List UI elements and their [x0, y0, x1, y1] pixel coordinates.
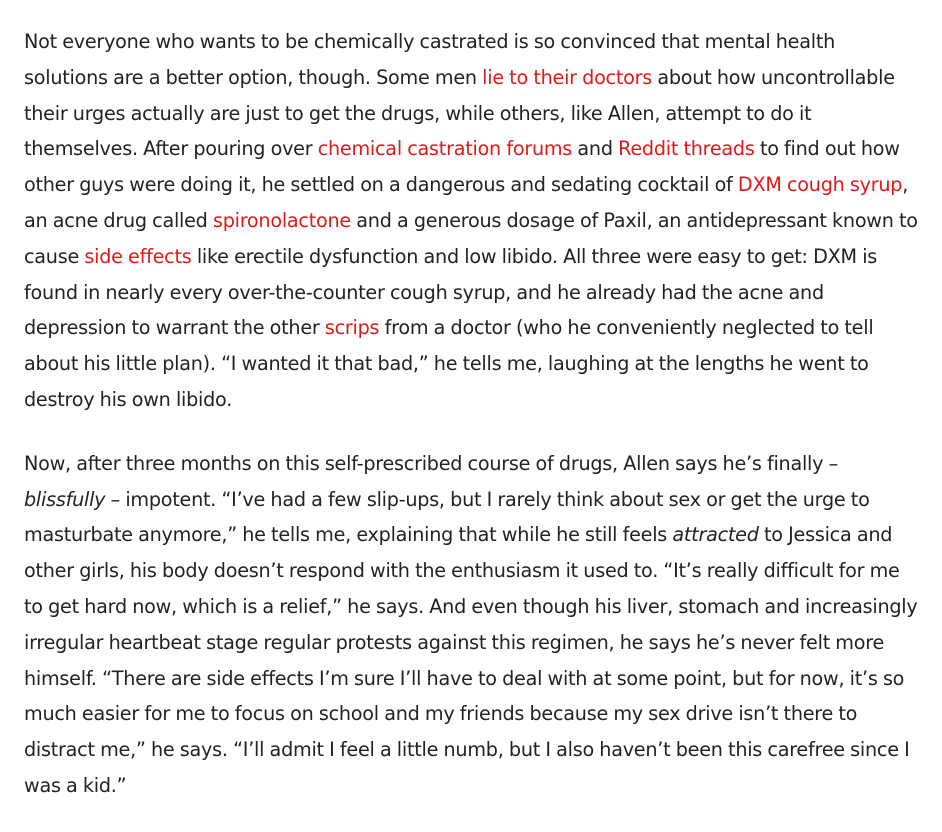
link-dxm-cough-syrup[interactable]: DXM cough syrup — [737, 173, 903, 197]
paragraph-2 — [24, 446, 920, 804]
paragraph-1 — [24, 24, 920, 418]
link-lie-to-their-doctors[interactable]: lie to their doctors — [482, 65, 653, 89]
text-run: Now, after three months on this self-prescribed course of drugs, Allen says he’s finally – — [24, 451, 838, 475]
text-run: to Jessica and other girls, his body doesn’t respond with the enthusiasm it used to. “It’s really difficult for me to get hard now, which is a relief,” he says. And even though his liver, stomach and increasingly irregular heartbeat stage regular protests against this regimen, he says he’s never felt more himself. “There are side effects I’m sure I’ll have to deal with at some point, but for now, it’s so much easier for me to focus on school and my friends because my sex drive isn’t there to distract me,” he says. “I’ll admit I feel a little numb, but I also haven’t been this carefree since I was a kid.” — [24, 523, 918, 797]
emphasis-blissfully: blissfully — [24, 487, 106, 511]
link-side-effects[interactable]: side effects — [84, 244, 192, 268]
text-run: and — [572, 137, 619, 161]
text-run: like erectile dysfunction and low libido. All three were easy to get: DXM is found in nearly every over-the-counter cough syrup, and he already had the acne and depression to warrant the other — [24, 244, 878, 340]
article-body — [24, 24, 920, 832]
link-chemical-castration-forums[interactable]: chemical castration forums — [317, 137, 573, 161]
emphasis-attracted: attracted — [672, 523, 759, 547]
text-run: – impotent. “I’ve had a few slip-ups, but I rarely think about sex or get the urge to masturbate anymore,” he tells me, explaining that while he still feels — [24, 487, 870, 547]
text-run: about how uncontrollable their urges actually are just to get the drugs, while others, like Allen, attempt to do it themselves. After pouring over — [24, 65, 895, 161]
link-scrips[interactable]: scrips — [324, 316, 380, 340]
text-run: and a generous dosage of Paxil, an antidepressant known to cause — [24, 208, 918, 268]
text-run: to find out how other guys were doing it, he settled on a dangerous and sedating cocktail of — [24, 137, 900, 197]
text-run: , an acne drug called — [24, 173, 909, 232]
link-reddit-threads[interactable]: Reddit threads — [618, 137, 755, 161]
link-spironolactone[interactable]: spironolactone — [212, 208, 351, 232]
text-run: from a doctor (who he conveniently neglected to tell about his little plan). “I wanted it that bad,” he tells me, laughing at the lengths he went to destroy his own libido. — [24, 316, 874, 411]
text-run: Not everyone who wants to be chemically castrated is so convinced that mental health solutions are a better option, though. Some men — [24, 30, 835, 89]
